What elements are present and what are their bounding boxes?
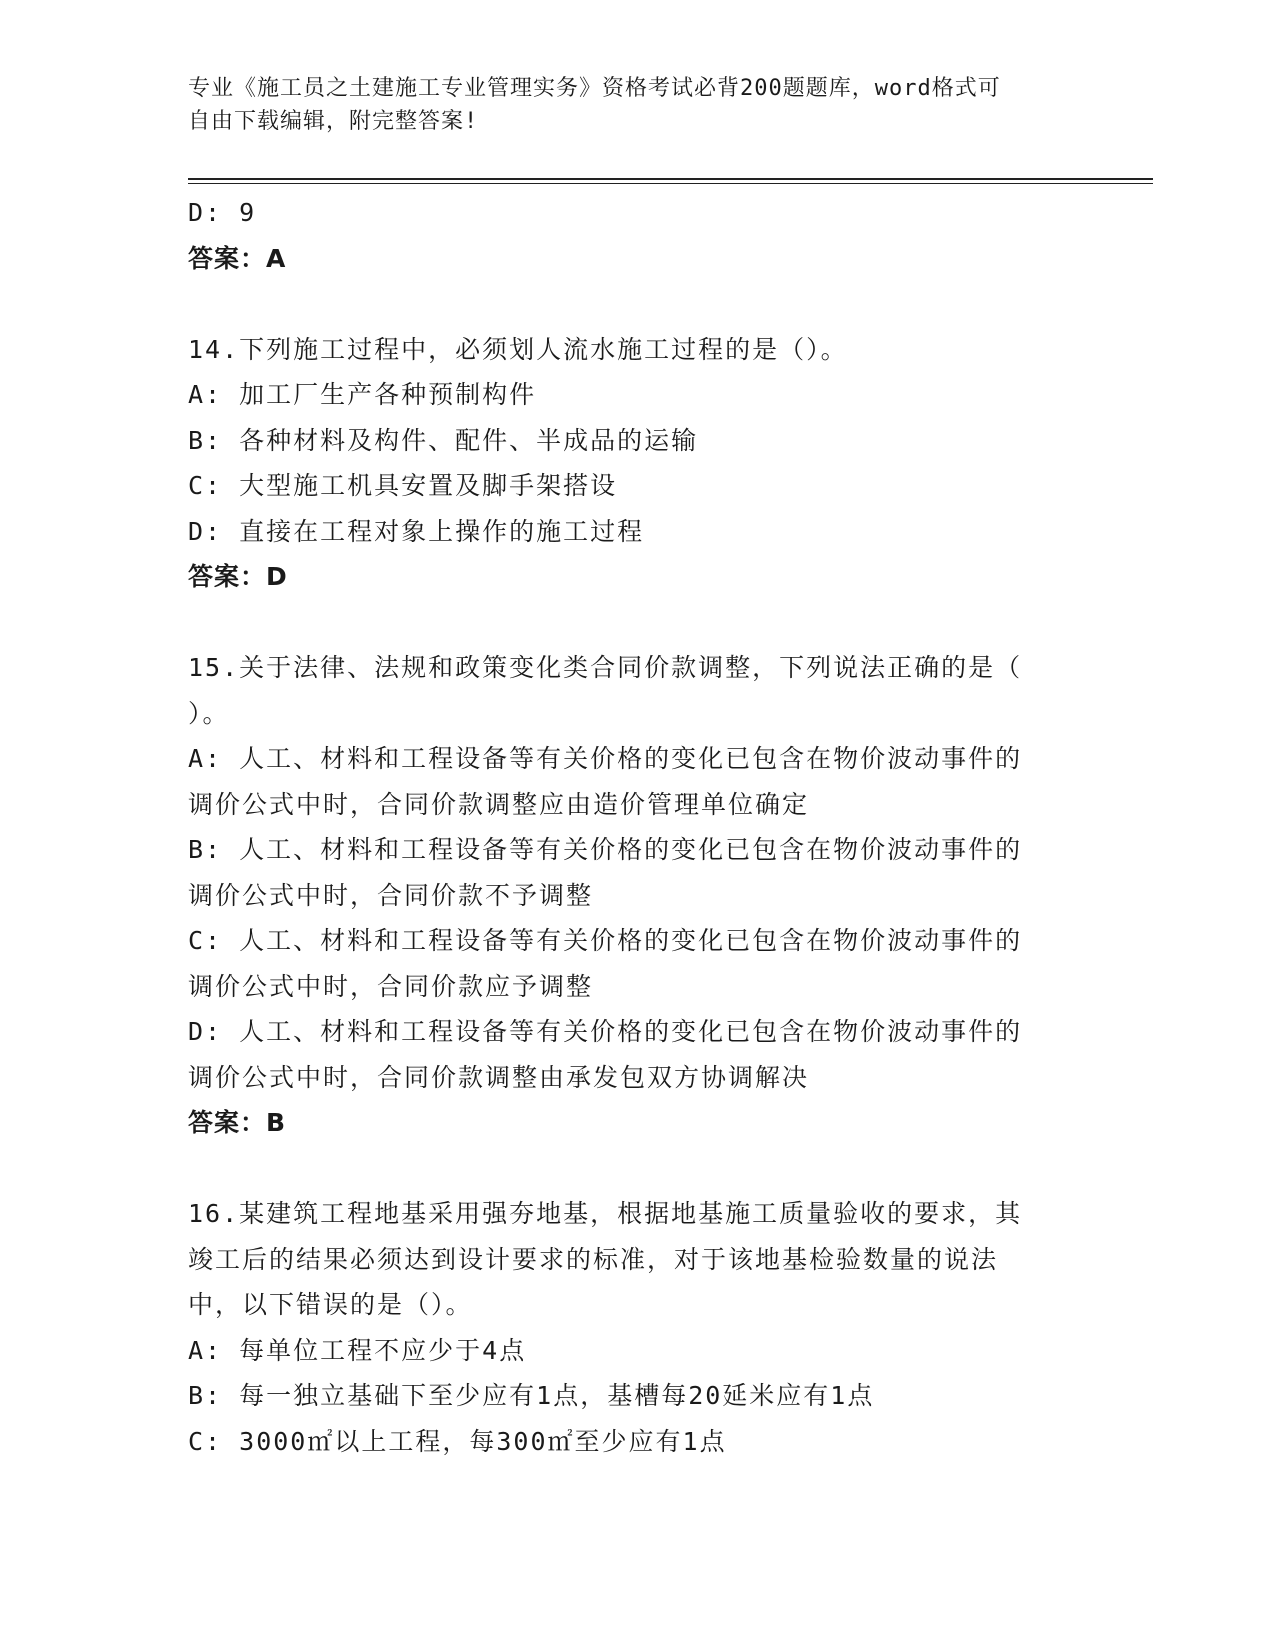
q15-option-c-line-2: 调价公式中时，合同价款应予调整 xyxy=(188,971,594,1001)
spacer xyxy=(188,600,1078,646)
document-header xyxy=(188,72,1068,138)
q15-option-d-line-2: 调价公式中时，合同价款调整由承发包双方协调解决 xyxy=(188,1062,810,1092)
q16-option-c: C: 3000㎡以上工程，每300㎡至少应有1点 xyxy=(188,1426,727,1456)
q15-option-a-line-1: A: 人工、材料和工程设备等有关价格的变化已包含在物价波动事件的 xyxy=(188,744,1023,773)
q14-option-c: C: 大型施工机具安置及脚手架搭设 xyxy=(188,471,618,500)
q14-option-a: A: 加工厂生产各种预制构件 xyxy=(188,380,537,409)
prev-option-d: D: 9 xyxy=(188,198,257,227)
q14-answer: 答案：D xyxy=(188,562,288,591)
q15-stem-line-2: ）。 xyxy=(188,698,230,728)
q15-stem-line-1: 15.关于法律、法规和政策变化类合同价款调整，下列说法正确的是（ xyxy=(188,653,1023,682)
q16-stem-line-2: 竣工后的结果必须达到设计要求的标准，对于该地基检验数量的说法 xyxy=(188,1244,999,1274)
q15-option-a-line-2: 调价公式中时，合同价款调整应由造价管理单位确定 xyxy=(188,789,810,819)
q15-option-c-line-1: C: 人工、材料和工程设备等有关价格的变化已包含在物价波动事件的 xyxy=(188,926,1023,955)
q14-option-b: B: 各种材料及构件、配件、半成品的运输 xyxy=(188,425,699,455)
q16-stem-line-3: 中，以下错误的是（）。 xyxy=(188,1290,473,1319)
header-divider-thick xyxy=(188,178,1153,180)
q15-option-d-line-1: D: 人工、材料和工程设备等有关价格的变化已包含在物价波动事件的 xyxy=(188,1017,1023,1046)
q15-option-b-line-2: 调价公式中时，合同价款不予调整 xyxy=(188,880,594,910)
q14-option-d: D: 直接在工程对象上操作的施工过程 xyxy=(188,516,645,546)
question-list xyxy=(188,190,1078,1464)
q15-answer: 答案：B xyxy=(188,1108,287,1137)
q14-stem: 14.下列施工过程中，必须划人流水施工过程的是（）。 xyxy=(188,334,848,364)
q16-stem-line-1: 16.某建筑工程地基采用强夯地基，根据地基施工质量验收的要求，其 xyxy=(188,1199,1023,1228)
header-line-2: 自由下载编辑，附完整答案! xyxy=(188,109,479,134)
spacer xyxy=(188,1146,1078,1192)
header-line-1: 专业《施工员之土建施工专业管理实务》资格考试必背200题题库，word格式可 xyxy=(188,76,1001,101)
header-divider-thin xyxy=(188,183,1153,184)
q16-option-a: A: 每单位工程不应少于4点 xyxy=(188,1335,527,1365)
q15-option-b-line-1: B: 人工、材料和工程设备等有关价格的变化已包含在物价波动事件的 xyxy=(188,835,1023,864)
spacer xyxy=(188,281,1078,327)
prev-answer: 答案：A xyxy=(188,243,287,273)
q16-option-b: B: 每一独立基础下至少应有1点，基槽每20延米应有1点 xyxy=(188,1381,875,1410)
